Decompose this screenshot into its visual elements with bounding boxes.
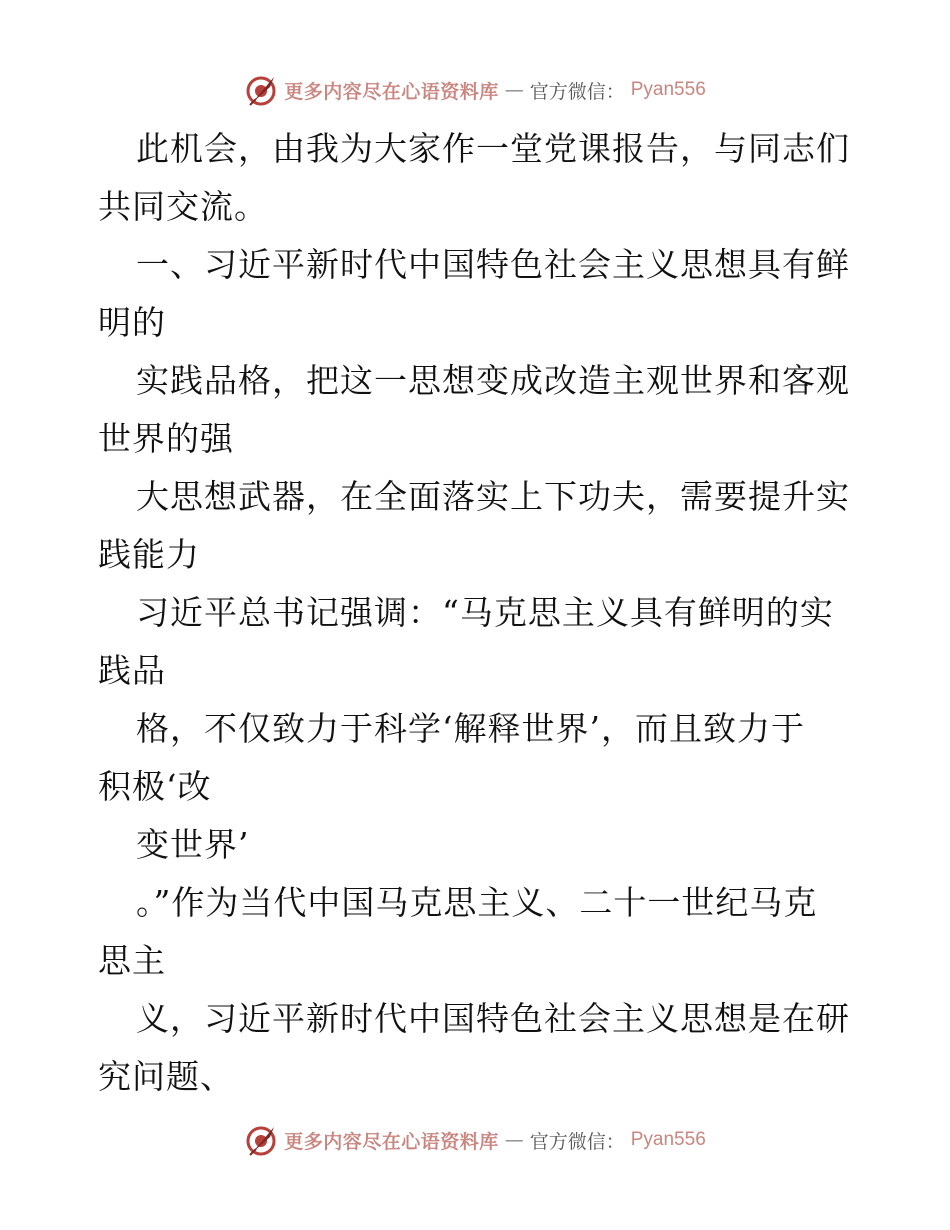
text-line: 实践品格，把这一思想变成改造主观世界和客观 bbox=[136, 361, 850, 400]
text-line: 践能力 bbox=[98, 535, 200, 574]
text-line: 明的 bbox=[98, 303, 166, 342]
quill-logo-icon bbox=[244, 73, 278, 107]
text-line: 践品 bbox=[98, 651, 166, 690]
document-body bbox=[98, 120, 858, 1106]
header-banner bbox=[0, 70, 950, 110]
footer-banner bbox=[0, 1120, 950, 1160]
footer-site-text: 更多内容尽在心语资料库 bbox=[284, 1130, 499, 1153]
footer-wechat-label: 官方微信： bbox=[529, 1130, 625, 1153]
text-line: 。”作为当代中国马克思主义、二十一世纪马克 bbox=[136, 883, 818, 922]
footer-separator: — bbox=[504, 1129, 524, 1151]
text-line: 究问题、 bbox=[98, 1057, 234, 1096]
header-wechat-label: 官方微信： bbox=[529, 80, 625, 103]
text-line: 习近平总书记强调：“马克思主义具有鲜明的实 bbox=[136, 593, 834, 632]
header-site-text: 更多内容尽在心语资料库 bbox=[284, 80, 499, 103]
text-line: 此机会，由我为大家作一堂党课报告，与同志们 bbox=[136, 129, 850, 168]
header-wechat-id: Pyan556 bbox=[630, 79, 706, 100]
text-line: 积极‘改 bbox=[98, 767, 212, 806]
header-separator: — bbox=[504, 79, 524, 101]
section-heading-line: 一、习近平新时代中国特色社会主义思想具有鲜 bbox=[136, 245, 850, 284]
text-line: 思主 bbox=[98, 941, 166, 980]
text-line: 格，不仅致力于科学‘解释世界’，而且致力于 bbox=[136, 709, 805, 748]
footer-wechat-id: Pyan556 bbox=[630, 1129, 706, 1150]
quill-logo-icon bbox=[244, 1123, 278, 1157]
text-line: 世界的强 bbox=[98, 419, 234, 458]
text-line: 义，习近平新时代中国特色社会主义思想是在研 bbox=[136, 999, 850, 1038]
text-line: 大思想武器，在全面落实上下功夫，需要提升实 bbox=[136, 477, 850, 516]
text-line: 共同交流。 bbox=[98, 187, 268, 226]
text-line: 变世界’ bbox=[136, 825, 250, 864]
